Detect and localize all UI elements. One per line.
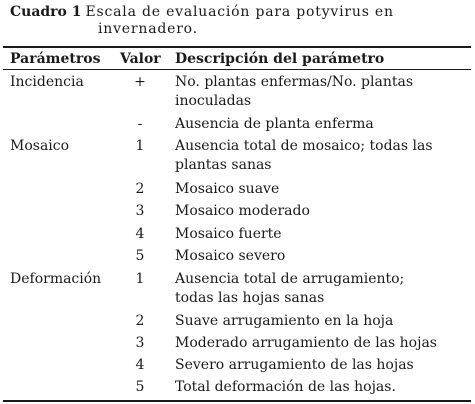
param-cell: Incidencia [10,74,84,90]
caption-label: Cuadro 1 [10,4,82,20]
value-cell: 5 [135,379,145,395]
desc-cell: Severo arrugamiento de las hojas [175,357,414,373]
header-parametros: Parámetros [10,51,101,67]
value-cell: 3 [135,335,145,351]
desc-cell: No. plantas enfermas/No. plantas [175,74,414,90]
desc-cell: plantas sanas [175,157,272,173]
top-rule [3,46,471,48]
caption-text-line2: invernadero. [98,21,198,37]
header-valor: Valor [120,51,161,67]
desc-cell: Ausencia total de arrugamiento; [175,271,405,287]
value-cell: - [137,116,143,132]
desc-cell: Ausencia de planta enferma [175,116,374,132]
value-cell: 3 [135,203,145,219]
value-cell: 1 [135,138,145,154]
desc-cell: todas las hojas sanas [175,290,325,306]
header-rule [3,69,471,70]
header-descripcion: Descripción del parámetro [175,51,385,67]
param-cell: Deformación [10,271,102,287]
desc-cell: Mosaico fuerte [175,226,282,242]
desc-cell: Suave arrugamiento en la hoja [175,313,394,329]
desc-cell: Mosaico suave [175,181,280,197]
value-cell: 1 [135,271,145,287]
table-caption [10,4,466,38]
caption-text-line1: Escala de evaluación para potyvirus en [85,4,394,20]
desc-cell: Ausencia total de mosaico; todas las [175,138,433,154]
desc-cell: Mosaico severo [175,248,286,264]
param-cell: Mosaico [10,138,70,154]
value-cell: 2 [135,313,145,329]
bottom-rule [3,400,471,402]
value-cell: 2 [135,181,145,197]
desc-cell: Total deformación de las hojas. [175,379,396,395]
value-cell: 4 [135,226,145,242]
value-cell: 5 [135,248,145,264]
value-cell: + [134,74,146,90]
desc-cell: Moderado arrugamiento de las hojas [175,335,437,351]
value-cell: 4 [135,357,145,373]
desc-cell: inoculadas [175,93,252,109]
desc-cell: Mosaico moderado [175,203,310,219]
